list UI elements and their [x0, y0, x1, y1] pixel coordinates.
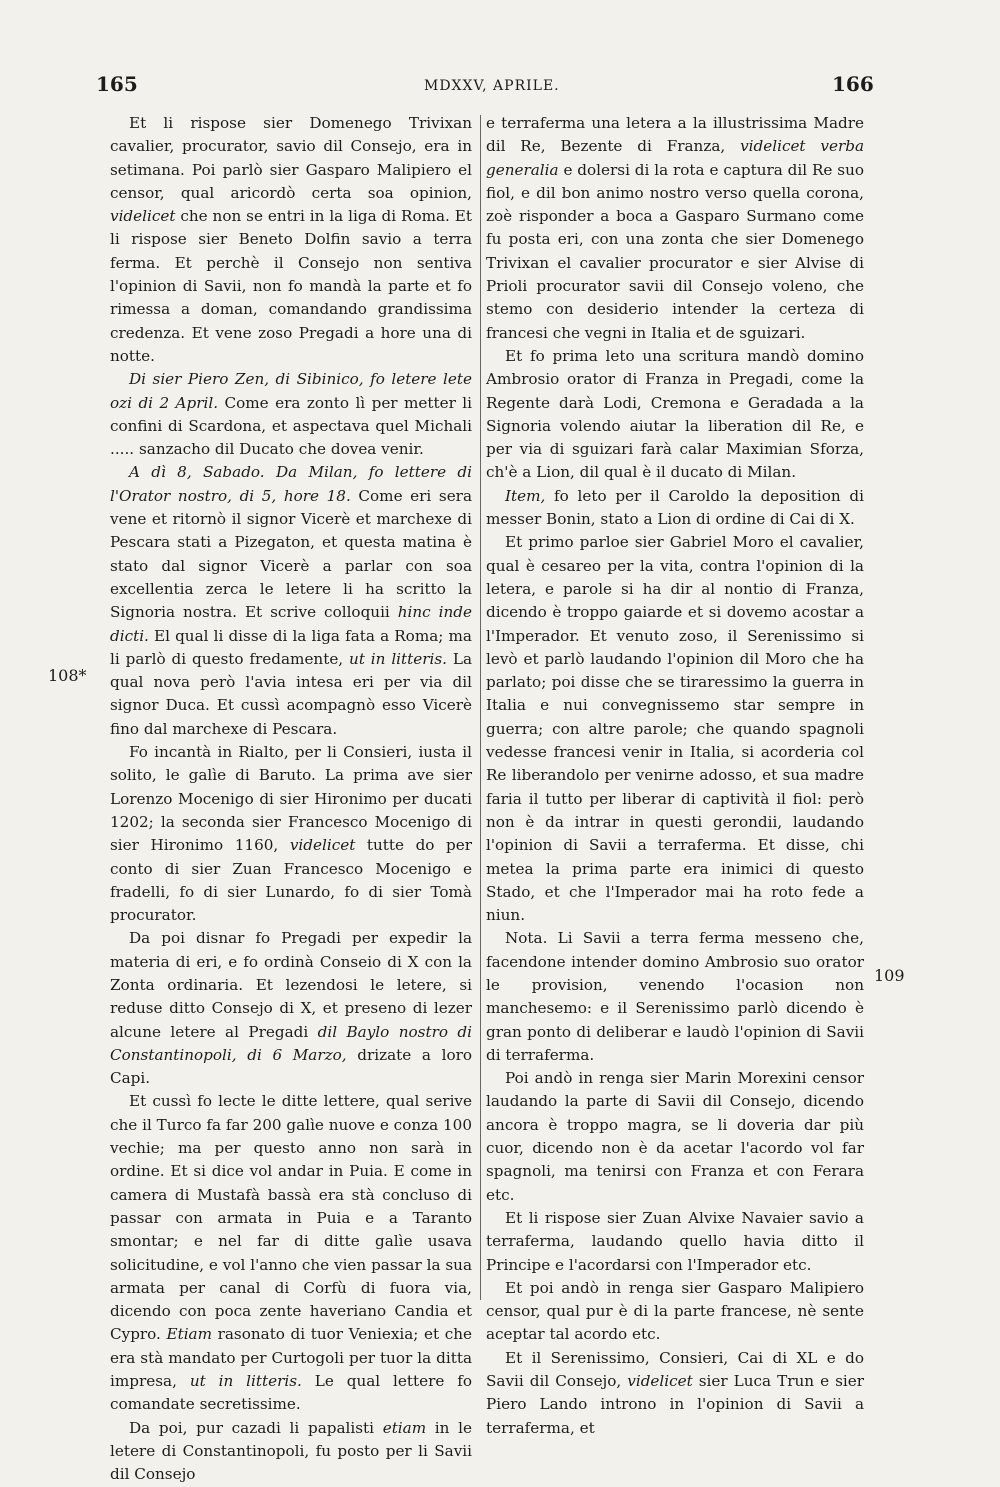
left-column: [110, 112, 473, 1484]
running-title: MDXXV, APRILE.: [424, 78, 560, 94]
paragraph: Di sier Piero Zen, di Sibinico, fo letere lete ozi di 2 April. Come era zonto lì per metter li confini di Scardona, et aspectava quel Michali ..... sanzacho dil Ducato che dovea venir.: [110, 370, 472, 459]
paragraph: A dì 8, Sabado. Da Milan, fo lettere di l'Orator nostro, di 5, hore 18. Come eri sera vene et ritornò il signor Vicerè et marchexe di Pescara stati a Pizegaton, et questa matina è stato dal signor Vicerè a parlar con soa excellentia zerca le letere li ha scritto la Signoria nostra. Et scrive colloquii hinc inde dicti. El qual li disse di la liga fata a Roma; ma li parlò di questo fredamente, ut in litteris. La qual nova però l'avia intesa eri per via dil signor Duca. Et cussì acompagnò esso Vicerè fino dal marchexe di Pescara.: [110, 463, 473, 738]
paragraph: Da poi disnar fo Pregadi per expedir la materia di eri, e fo ordinà Conseio di X con la Zonta ordinaria. Et lezendosi le letere, si reduse ditto Consejo di X, et preseno di lezer alcune letere al Pregadi dil Baylo nostro di Constantinopoli, di 6 Marzo, drizate a loro Capi.: [110, 929, 472, 1088]
page-number-left: 165: [96, 72, 138, 96]
paragraph: Et primo parloe sier Gabriel Moro el cavalier, qual è cesareo per la vita, contra l'opinion di la letera, e parole si ha dir al nontio di Franza, dicendo è troppo gaiarde et si dovemo acostar a l'Imperador. Et venuto zoso, il Serenissimo si levò et parlò laudando l'opinion dil Moro che ha parlato; poi disse che se tiraressimo la guerra in Italia e nui convegnissemo star sempre in guerra; con altre parole; che quando spagnoli vedesse francesi venir in Italia, si acorderia col Re liberandolo per venirne adosso, et sua madre faria il tutto per liberar di captività il fiol: però non è da intrar in questi gerondii, laudando l'opinion di Savii a terraferma. Et disse, chi metea la prima parte era inimici di questo Stado, et che l'Imperador mai ha roto fede a niun.: [486, 533, 864, 925]
paragraph: Item, fo leto per il Caroldo la deposition di messer Bonin, stato a Lion di ordine di Cai di X.: [486, 486, 864, 529]
paragraph: Fo incantà in Rialto, per li Consieri, iusta il solito, le galìe di Baruto. La prima ave sier Lorenzo Mocenigo di sier Hironimo per ducati 1202; la seconda sier Francesco Mocenigo di sier Hironimo 1160, videlicet tutte do per conto di sier Zuan Francesco Mocenigo e fradelli, fo di sier Lunardo, fo di sier Tomà procurator.: [110, 743, 472, 925]
margin-note-right: 109: [874, 966, 905, 985]
paragraph: Et cussì fo lecte le ditte lettere, qual serive che il Turco fa far 200 galìe nuove e conza 100 vechie; ma per questo anno non sarà in ordine. Et si dice vol andar in Puia. E come in camera di Mustafà bassà era stà concluso di passar con armata in Puia e a Taranto smontar; e nel far di ditte galìe usava solicitudine, e vol l'anno che vien passar la sua armata per canal di Corfù di fuora via, dicendo con poca zente haveriano Candia et Cypro. Etiam rasonato di tuor Veniexia; et che era stà mandato per Curtogoli per tuor la ditta impresa, ut in litteris. Le qual lettere fo comandate secretissime.: [110, 1092, 473, 1414]
right-column: [486, 112, 864, 1437]
paragraph: Et li rispose sier Domenego Trivixan cavalier, procurator, savio dil Consejo, era in setimana. Poi parlò sier Gasparo Malipiero el censor, qual aricordò certa soa opinion, videlicet che non se entri in la liga di Roma. Et li rispose sier Beneto Dolfin savio a terra ferma. Et perchè il Consejo non sentiva l'opinion di Savii, non fo mandà la parte et fo rimessa a doman, comandando grandissima credenza. Et vene zoso Pregadi a hore una di notte.: [110, 114, 472, 365]
paragraph: Et poi andò in renga sier Gasparo Malipiero censor, qual pur è di la parte francese, nè sente aceptar tal acordo etc.: [486, 1278, 864, 1344]
paragraph: e terraferma una letera a la illustrissima Madre dil Re, Bezente di Franza, videlicet verba generalia e dolersi di la rota e captura dil Re suo fiol, e dil bon animo nostro verso quella corona, zoè risponder a boca a Gasparo Surmano come fu posta eri, con una zonta che sier Domenego Trivixan el cavalier procurator e sier Alvise di Prioli procurator savii dil Consejo voleno, che stemo con desiderio intender la certeza di francesi che vegni in Italia et de sguizari.: [486, 114, 864, 342]
paragraph: Et il Serenissimo, Consieri, Cai di XL e do Savii dil Consejo, videlicet sier Luca Trun e sier Piero Lando introno in l'opinion di Savii a terraferma, et: [486, 1348, 864, 1437]
paragraph: Et li rispose sier Zuan Alvixe Navaier savio a terraferma, laudando quello havia ditto il Principe e l'acordarsi con l'Imperador etc.: [486, 1208, 864, 1274]
paragraph: Nota. Li Savii a terra ferma messeno che, facendone intender domino Ambrosio suo orator le provision, venendo l'ocasion non manchesemo: e il Serenissimo parlò dicendo è gran ponto di deliberar e laudò l'opinion di Savii di terraferma.: [486, 929, 864, 1064]
paragraph: Da poi, pur cazadi li papalisti etiam in le letere di Constantinopoli, fu posto per li Savii dil Consejo: [110, 1418, 472, 1484]
paragraph: Poi andò in renga sier Marin Morexini censor laudando la parte di Savii dil Consejo, dicendo ancora è troppo magra, se li doveria dar più cuor, dicendo non è da acetar l'acordo vol far spagnoli, ma tenirsi con Franza et con Ferara etc.: [486, 1069, 864, 1204]
page-number-right: 166: [832, 72, 874, 96]
margin-note-left: 108*: [48, 666, 87, 685]
paragraph: Et fo prima leto una scritura mandò domino Ambrosio orator di Franza in Pregadi, come la Regente darà Lodi, Cremona e Geradada a la Signoria volendo aiutar la liberation dil Re, e per via di sguizari farà calar Maximian Sforza, ch'è a Lion, dil qual è il ducato di Milan.: [486, 346, 864, 482]
column-divider: [480, 115, 481, 1300]
page-header: [0, 72, 1000, 102]
